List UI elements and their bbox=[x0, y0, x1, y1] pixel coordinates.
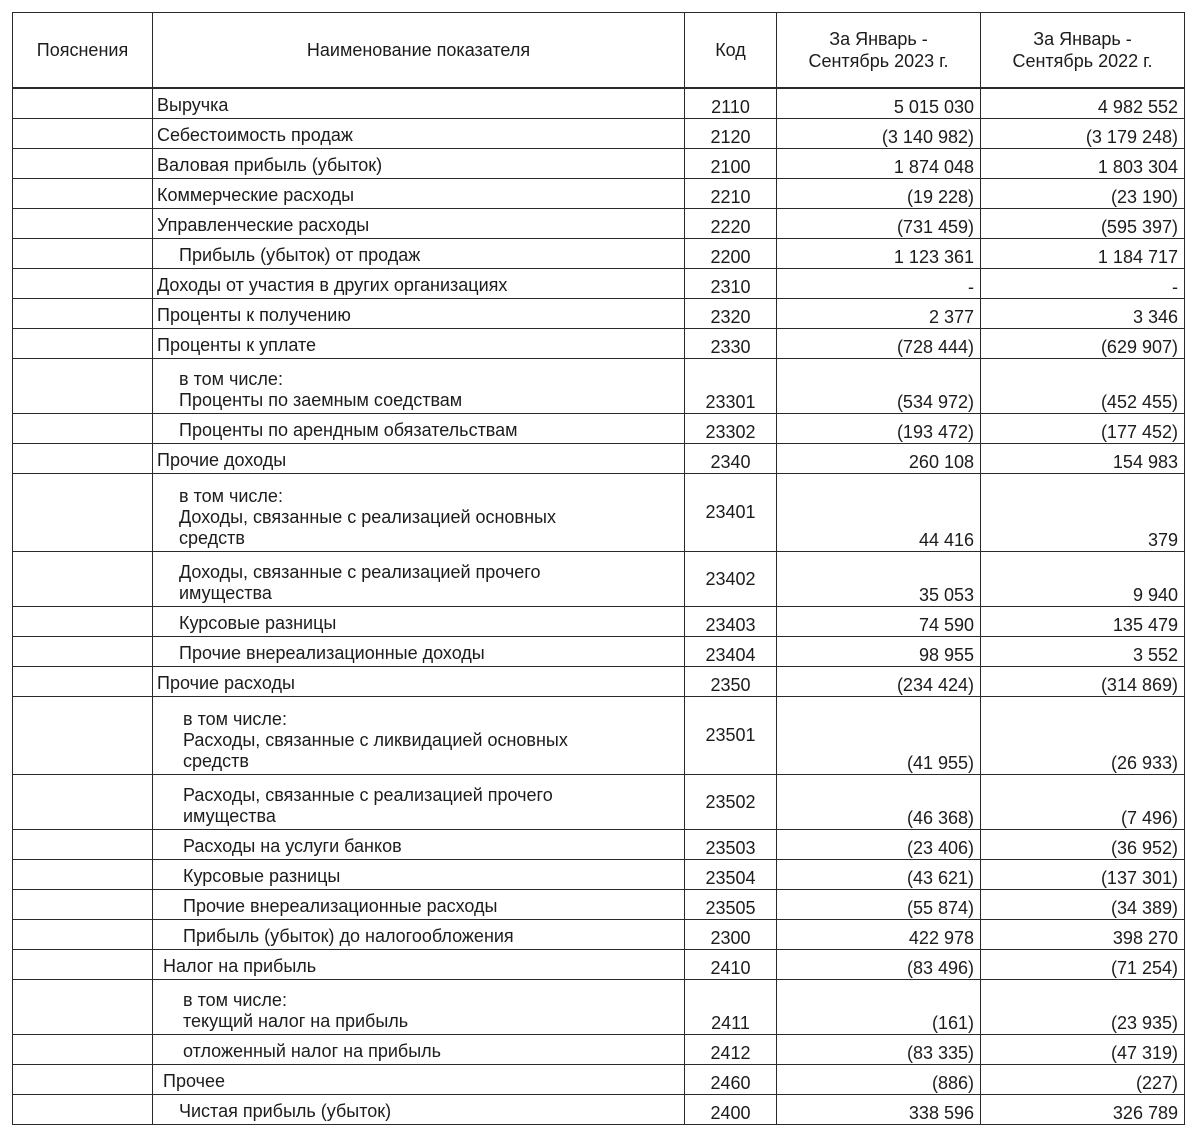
value-2023: (534 972) bbox=[777, 359, 981, 414]
indicator-code: 23503 bbox=[685, 830, 777, 860]
notes-cell bbox=[13, 1065, 153, 1095]
indicator-code: 2410 bbox=[685, 950, 777, 980]
value-2023: 35 053 bbox=[777, 552, 981, 607]
indicator-code: 23504 bbox=[685, 860, 777, 890]
value-2023: 260 108 bbox=[777, 444, 981, 474]
indicator-code: 2411 bbox=[685, 980, 777, 1035]
notes-cell bbox=[13, 1035, 153, 1065]
value-2023: (43 621) bbox=[777, 860, 981, 890]
indicator-code: 2220 bbox=[685, 209, 777, 239]
value-2022: 3 346 bbox=[981, 299, 1185, 329]
value-2023: 2 377 bbox=[777, 299, 981, 329]
notes-cell bbox=[13, 860, 153, 890]
notes-cell bbox=[13, 329, 153, 359]
indicator-name: в том числе: Доходы, связанные с реализацией основных средств bbox=[153, 474, 685, 552]
indicator-name: Чистая прибыль (убыток) bbox=[153, 1095, 685, 1125]
indicator-name: Коммерческие расходы bbox=[153, 179, 685, 209]
table-row bbox=[13, 860, 1185, 890]
indicator-code: 2210 bbox=[685, 179, 777, 209]
indicator-name: в том числе: Расходы, связанные с ликвидацией основных средств bbox=[153, 697, 685, 775]
value-2023: 1 874 048 bbox=[777, 149, 981, 179]
indicator-code: 23404 bbox=[685, 637, 777, 667]
value-2022: (177 452) bbox=[981, 414, 1185, 444]
value-2022: (452 455) bbox=[981, 359, 1185, 414]
table-row bbox=[13, 149, 1185, 179]
notes-cell bbox=[13, 239, 153, 269]
table-row bbox=[13, 890, 1185, 920]
value-2022: (137 301) bbox=[981, 860, 1185, 890]
indicator-code: 2400 bbox=[685, 1095, 777, 1125]
indicator-name: Прибыль (убыток) от продаж bbox=[153, 239, 685, 269]
indicator-code: 2100 bbox=[685, 149, 777, 179]
indicator-code: 2320 bbox=[685, 299, 777, 329]
table-row bbox=[13, 607, 1185, 637]
notes-cell bbox=[13, 1095, 153, 1125]
value-2023: (19 228) bbox=[777, 179, 981, 209]
indicator-name: отложенный налог на прибыль bbox=[153, 1035, 685, 1065]
notes-cell bbox=[13, 269, 153, 299]
value-2023: (83 496) bbox=[777, 950, 981, 980]
notes-cell bbox=[13, 552, 153, 607]
header-notes: Пояснения bbox=[13, 13, 153, 89]
notes-cell bbox=[13, 830, 153, 860]
indicator-code: 23402 bbox=[685, 552, 777, 607]
notes-cell bbox=[13, 359, 153, 414]
indicator-code: 23401 bbox=[685, 474, 777, 552]
indicator-code: 23501 bbox=[685, 697, 777, 775]
indicator-code: 2120 bbox=[685, 119, 777, 149]
notes-cell bbox=[13, 950, 153, 980]
indicator-name: в том числе: Проценты по заемным соедствам bbox=[153, 359, 685, 414]
value-2023: 1 123 361 bbox=[777, 239, 981, 269]
indicator-code: 23301 bbox=[685, 359, 777, 414]
indicator-name: Прочие доходы bbox=[153, 444, 685, 474]
table-row bbox=[13, 239, 1185, 269]
table-row bbox=[13, 980, 1185, 1035]
indicator-name: Валовая прибыль (убыток) bbox=[153, 149, 685, 179]
table-row bbox=[13, 329, 1185, 359]
value-2023: (731 459) bbox=[777, 209, 981, 239]
value-2023: 74 590 bbox=[777, 607, 981, 637]
notes-cell bbox=[13, 299, 153, 329]
value-2022: 9 940 bbox=[981, 552, 1185, 607]
value-2023: (55 874) bbox=[777, 890, 981, 920]
value-2023: 422 978 bbox=[777, 920, 981, 950]
value-2023: 98 955 bbox=[777, 637, 981, 667]
value-2023: (161) bbox=[777, 980, 981, 1035]
header-indicator-name: Наименование показателя bbox=[153, 13, 685, 89]
value-2022: (34 389) bbox=[981, 890, 1185, 920]
value-2022: 398 270 bbox=[981, 920, 1185, 950]
value-2022: 135 479 bbox=[981, 607, 1185, 637]
notes-cell bbox=[13, 444, 153, 474]
table-body bbox=[13, 88, 1185, 1125]
value-2022: 379 bbox=[981, 474, 1185, 552]
value-2022: (23 190) bbox=[981, 179, 1185, 209]
value-2022: (7 496) bbox=[981, 775, 1185, 830]
table-row bbox=[13, 1065, 1185, 1095]
indicator-name: Прочее bbox=[153, 1065, 685, 1095]
table-row bbox=[13, 1035, 1185, 1065]
table-row bbox=[13, 209, 1185, 239]
indicator-code: 2110 bbox=[685, 88, 777, 119]
indicator-name: Прочие расходы bbox=[153, 667, 685, 697]
table-row bbox=[13, 1095, 1185, 1125]
table-row bbox=[13, 637, 1185, 667]
value-2022: (26 933) bbox=[981, 697, 1185, 775]
header-code: Код bbox=[685, 13, 777, 89]
indicator-name: Себестоимость продаж bbox=[153, 119, 685, 149]
indicator-code: 2412 bbox=[685, 1035, 777, 1065]
indicator-name: Доходы, связанные с реализацией прочего имущества bbox=[153, 552, 685, 607]
value-2022: 154 983 bbox=[981, 444, 1185, 474]
indicator-code: 23505 bbox=[685, 890, 777, 920]
value-2022: 326 789 bbox=[981, 1095, 1185, 1125]
indicator-name: в том числе: текущий налог на прибыль bbox=[153, 980, 685, 1035]
indicator-code: 2300 bbox=[685, 920, 777, 950]
value-2022: (227) bbox=[981, 1065, 1185, 1095]
indicator-name: Прочие внереализационные расходы bbox=[153, 890, 685, 920]
income-statement-table bbox=[12, 12, 1185, 1125]
table-row bbox=[13, 697, 1185, 775]
table-row bbox=[13, 950, 1185, 980]
value-2022: 1 184 717 bbox=[981, 239, 1185, 269]
value-2023: - bbox=[777, 269, 981, 299]
value-2023: (23 406) bbox=[777, 830, 981, 860]
table-header bbox=[13, 13, 1185, 89]
financial-report-sheet bbox=[12, 12, 1184, 1125]
indicator-name: Налог на прибыль bbox=[153, 950, 685, 980]
header-period-2022: За Январь - Сентябрь 2022 г. bbox=[981, 13, 1185, 89]
notes-cell bbox=[13, 179, 153, 209]
indicator-name: Доходы от участия в других организациях bbox=[153, 269, 685, 299]
value-2022: (629 907) bbox=[981, 329, 1185, 359]
indicator-code: 2330 bbox=[685, 329, 777, 359]
value-2023: 338 596 bbox=[777, 1095, 981, 1125]
indicator-name: Прочие внереализационные доходы bbox=[153, 637, 685, 667]
table-row bbox=[13, 775, 1185, 830]
value-2022: (47 319) bbox=[981, 1035, 1185, 1065]
indicator-name: Проценты к уплате bbox=[153, 329, 685, 359]
table-row bbox=[13, 444, 1185, 474]
value-2022: (595 397) bbox=[981, 209, 1185, 239]
notes-cell bbox=[13, 637, 153, 667]
notes-cell bbox=[13, 119, 153, 149]
value-2022: (71 254) bbox=[981, 950, 1185, 980]
value-2022: 1 803 304 bbox=[981, 149, 1185, 179]
indicator-code: 23403 bbox=[685, 607, 777, 637]
indicator-code: 23302 bbox=[685, 414, 777, 444]
value-2022: 3 552 bbox=[981, 637, 1185, 667]
notes-cell bbox=[13, 474, 153, 552]
header-row bbox=[13, 13, 1185, 89]
value-2023: (193 472) bbox=[777, 414, 981, 444]
notes-cell bbox=[13, 920, 153, 950]
indicator-name: Выручка bbox=[153, 88, 685, 119]
notes-cell bbox=[13, 667, 153, 697]
notes-cell bbox=[13, 607, 153, 637]
value-2023: (41 955) bbox=[777, 697, 981, 775]
value-2023: (46 368) bbox=[777, 775, 981, 830]
table-row bbox=[13, 552, 1185, 607]
table-row bbox=[13, 667, 1185, 697]
indicator-name: Проценты по арендным обязательствам bbox=[153, 414, 685, 444]
table-row bbox=[13, 474, 1185, 552]
notes-cell bbox=[13, 980, 153, 1035]
indicator-name: Курсовые разницы bbox=[153, 860, 685, 890]
header-period-2023: За Январь - Сентябрь 2023 г. bbox=[777, 13, 981, 89]
notes-cell bbox=[13, 149, 153, 179]
value-2022: 4 982 552 bbox=[981, 88, 1185, 119]
indicator-code: 2460 bbox=[685, 1065, 777, 1095]
notes-cell bbox=[13, 414, 153, 444]
table-row bbox=[13, 920, 1185, 950]
value-2023: (728 444) bbox=[777, 329, 981, 359]
value-2023: 5 015 030 bbox=[777, 88, 981, 119]
value-2022: - bbox=[981, 269, 1185, 299]
notes-cell bbox=[13, 775, 153, 830]
table-row bbox=[13, 414, 1185, 444]
table-row bbox=[13, 359, 1185, 414]
table-row bbox=[13, 299, 1185, 329]
value-2023: (234 424) bbox=[777, 667, 981, 697]
notes-cell bbox=[13, 209, 153, 239]
indicator-code: 2350 bbox=[685, 667, 777, 697]
indicator-name: Прибыль (убыток) до налогообложения bbox=[153, 920, 685, 950]
table-row bbox=[13, 269, 1185, 299]
indicator-name: Управленческие расходы bbox=[153, 209, 685, 239]
notes-cell bbox=[13, 88, 153, 119]
table-row bbox=[13, 88, 1185, 119]
notes-cell bbox=[13, 890, 153, 920]
value-2022: (23 935) bbox=[981, 980, 1185, 1035]
value-2022: (36 952) bbox=[981, 830, 1185, 860]
indicator-name: Расходы на услуги банков bbox=[153, 830, 685, 860]
indicator-name: Проценты к получению bbox=[153, 299, 685, 329]
table-row bbox=[13, 119, 1185, 149]
value-2023: (83 335) bbox=[777, 1035, 981, 1065]
value-2022: (3 179 248) bbox=[981, 119, 1185, 149]
value-2023: 44 416 bbox=[777, 474, 981, 552]
indicator-name: Курсовые разницы bbox=[153, 607, 685, 637]
indicator-name: Расходы, связанные с реализацией прочего имущества bbox=[153, 775, 685, 830]
table-row bbox=[13, 179, 1185, 209]
notes-cell bbox=[13, 697, 153, 775]
indicator-code: 2200 bbox=[685, 239, 777, 269]
table-row bbox=[13, 830, 1185, 860]
value-2023: (3 140 982) bbox=[777, 119, 981, 149]
value-2022: (314 869) bbox=[981, 667, 1185, 697]
indicator-code: 2310 bbox=[685, 269, 777, 299]
indicator-code: 23502 bbox=[685, 775, 777, 830]
value-2023: (886) bbox=[777, 1065, 981, 1095]
indicator-code: 2340 bbox=[685, 444, 777, 474]
